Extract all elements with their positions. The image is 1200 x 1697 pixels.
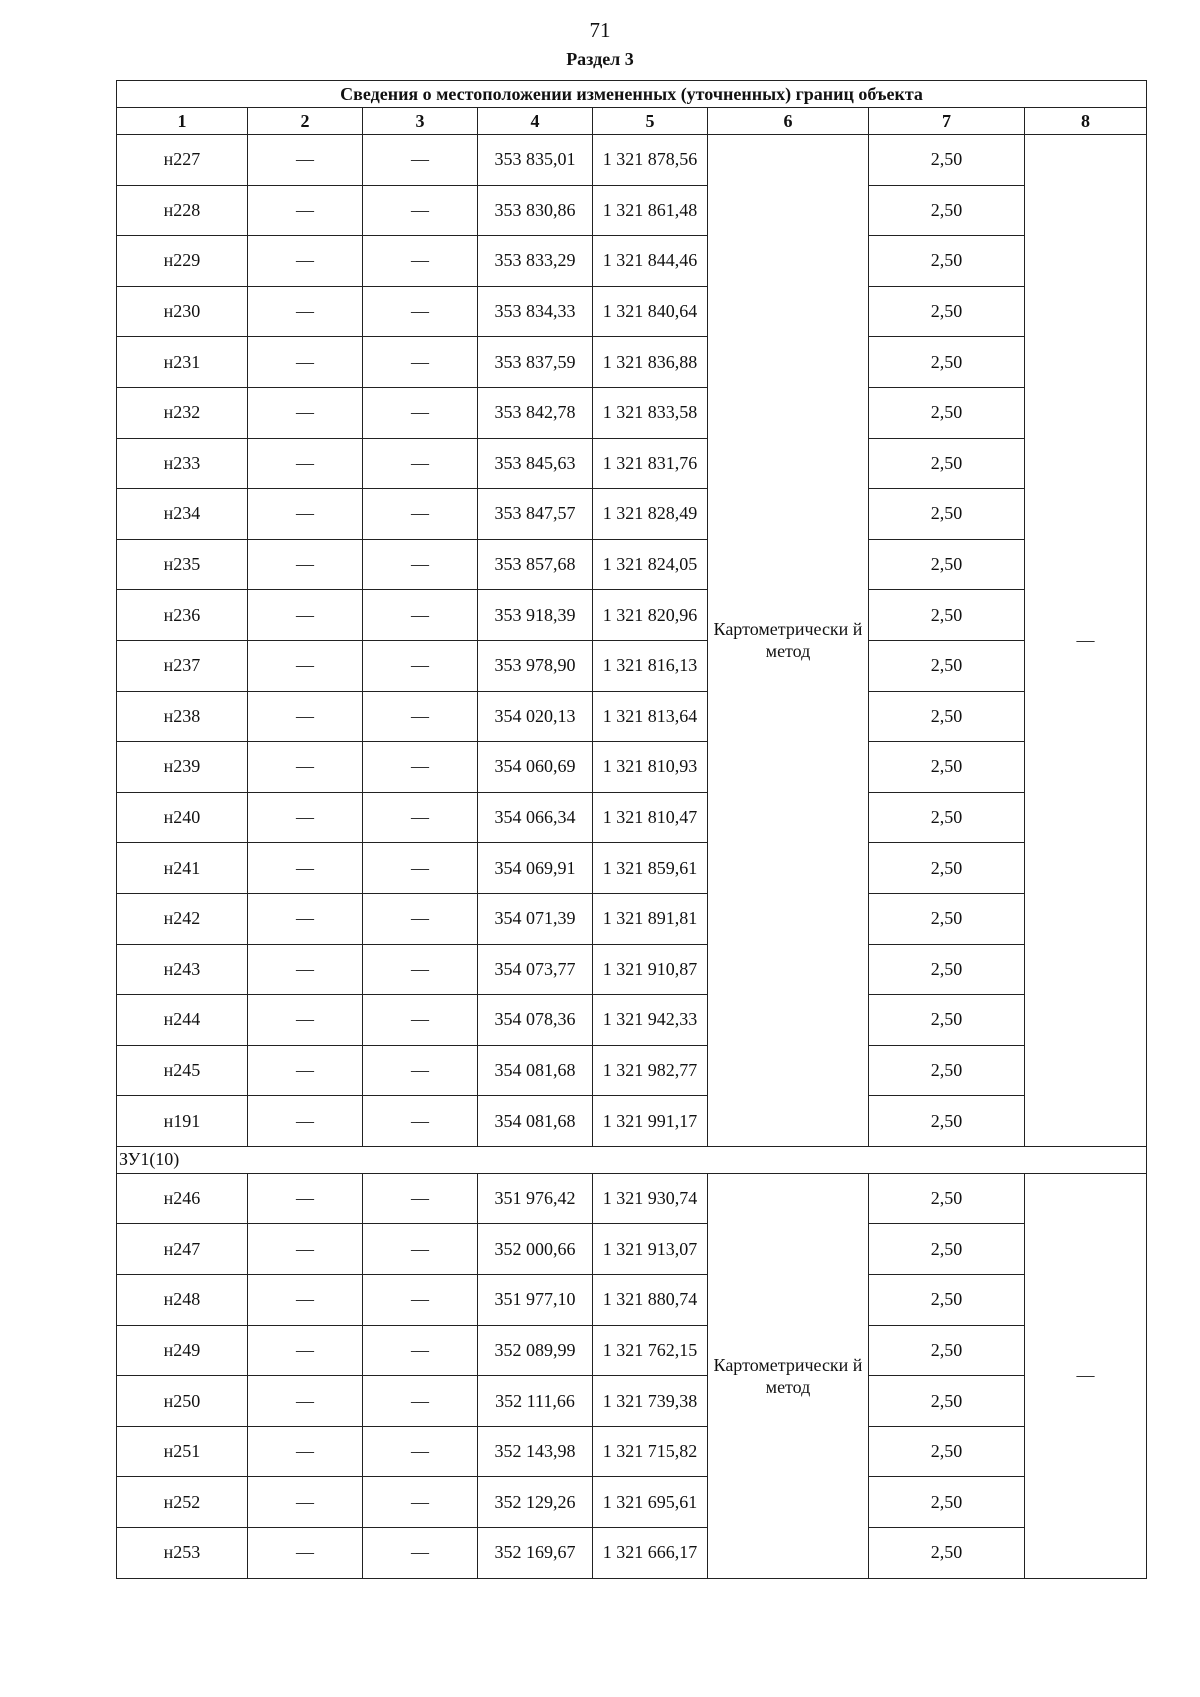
point-name-cell: н233 (117, 438, 248, 489)
table-row (117, 337, 1147, 388)
column-2-cell: — (248, 236, 363, 287)
accuracy-cell: 2,50 (869, 489, 1025, 540)
x-coordinate-cell: 352 089,99 (478, 1325, 593, 1376)
y-coordinate-cell: 1 321 840,64 (593, 286, 708, 337)
column-header-2: 2 (248, 108, 363, 135)
x-coordinate-cell: 352 143,98 (478, 1426, 593, 1477)
point-name-cell: н251 (117, 1426, 248, 1477)
y-coordinate-cell: 1 321 833,58 (593, 387, 708, 438)
accuracy-cell: 2,50 (869, 742, 1025, 793)
point-name-cell: н242 (117, 893, 248, 944)
column-2-cell: — (248, 995, 363, 1046)
y-coordinate-cell: 1 321 913,07 (593, 1224, 708, 1275)
column-2-cell: — (248, 1173, 363, 1224)
y-coordinate-cell: 1 321 715,82 (593, 1426, 708, 1477)
table-row (117, 438, 1147, 489)
column-3-cell: — (363, 1477, 478, 1528)
x-coordinate-cell: 354 078,36 (478, 995, 593, 1046)
y-coordinate-cell: 1 321 810,47 (593, 792, 708, 843)
column-2-cell: — (248, 1528, 363, 1579)
table-row (117, 1426, 1147, 1477)
column-2-cell: — (248, 843, 363, 894)
column-3-cell: — (363, 792, 478, 843)
table-caption: Сведения о местоположении измененных (уточненных) границ объекта (117, 81, 1147, 108)
x-coordinate-cell: 353 837,59 (478, 337, 593, 388)
column-2-cell: — (248, 1426, 363, 1477)
x-coordinate-cell: 353 978,90 (478, 640, 593, 691)
point-name-cell: н252 (117, 1477, 248, 1528)
column-2-cell: — (248, 337, 363, 388)
table-row (117, 1528, 1147, 1579)
column-2-cell: — (248, 387, 363, 438)
y-coordinate-cell: 1 321 844,46 (593, 236, 708, 287)
accuracy-cell: 2,50 (869, 286, 1025, 337)
point-name-cell: н236 (117, 590, 248, 641)
table-row (117, 135, 1147, 186)
x-coordinate-cell: 354 081,68 (478, 1045, 593, 1096)
column-8-cell: — (1025, 135, 1147, 1147)
column-header-3: 3 (363, 108, 478, 135)
column-header-5: 5 (593, 108, 708, 135)
accuracy-cell: 2,50 (869, 539, 1025, 590)
x-coordinate-cell: 353 845,63 (478, 438, 593, 489)
column-3-cell: — (363, 995, 478, 1046)
column-3-cell: — (363, 1325, 478, 1376)
x-coordinate-cell: 352 129,26 (478, 1477, 593, 1528)
x-coordinate-cell: 353 918,39 (478, 590, 593, 641)
x-coordinate-cell: 351 977,10 (478, 1275, 593, 1326)
accuracy-cell: 2,50 (869, 387, 1025, 438)
point-name-cell: н237 (117, 640, 248, 691)
x-coordinate-cell: 354 060,69 (478, 742, 593, 793)
column-2-cell: — (248, 185, 363, 236)
table-row (117, 286, 1147, 337)
table-row (117, 236, 1147, 287)
y-coordinate-cell: 1 321 762,15 (593, 1325, 708, 1376)
x-coordinate-cell: 354 020,13 (478, 691, 593, 742)
table-row (117, 995, 1147, 1046)
point-name-cell: н250 (117, 1376, 248, 1427)
column-2-cell: — (248, 286, 363, 337)
column-3-cell: — (363, 1376, 478, 1427)
column-2-cell: — (248, 489, 363, 540)
y-coordinate-cell: 1 321 666,17 (593, 1528, 708, 1579)
point-name-cell: н234 (117, 489, 248, 540)
column-3-cell: — (363, 691, 478, 742)
accuracy-cell: 2,50 (869, 1477, 1025, 1528)
point-name-cell: н231 (117, 337, 248, 388)
boundary-coordinates-table (116, 80, 1147, 1579)
x-coordinate-cell: 353 842,78 (478, 387, 593, 438)
x-coordinate-cell: 353 857,68 (478, 539, 593, 590)
x-coordinate-cell: 353 830,86 (478, 185, 593, 236)
x-coordinate-cell: 353 847,57 (478, 489, 593, 540)
column-3-cell: — (363, 1224, 478, 1275)
x-coordinate-cell: 353 835,01 (478, 135, 593, 186)
section-title: Раздел 3 (566, 49, 634, 69)
column-2-cell: — (248, 1477, 363, 1528)
group-label: ЗУ1(10) (117, 1146, 1147, 1173)
column-2-cell: — (248, 691, 363, 742)
column-2-cell: — (248, 1275, 363, 1326)
x-coordinate-cell: 354 071,39 (478, 893, 593, 944)
column-2-cell: — (248, 640, 363, 691)
column-3-cell: — (363, 387, 478, 438)
y-coordinate-cell: 1 321 878,56 (593, 135, 708, 186)
column-2-cell: — (248, 1096, 363, 1147)
accuracy-cell: 2,50 (869, 1096, 1025, 1147)
column-header-7: 7 (869, 108, 1025, 135)
column-3-cell: — (363, 286, 478, 337)
column-3-cell: — (363, 742, 478, 793)
x-coordinate-cell: 353 833,29 (478, 236, 593, 287)
table-row (117, 590, 1147, 641)
column-3-cell: — (363, 944, 478, 995)
y-coordinate-cell: 1 321 695,61 (593, 1477, 708, 1528)
y-coordinate-cell: 1 321 942,33 (593, 995, 708, 1046)
method-cell: Картометрически й метод (708, 135, 869, 1147)
point-name-cell: н229 (117, 236, 248, 287)
point-name-cell: н248 (117, 1275, 248, 1326)
table-row (117, 1096, 1147, 1147)
column-3-cell: — (363, 1045, 478, 1096)
point-name-cell: н245 (117, 1045, 248, 1096)
point-name-cell: н253 (117, 1528, 248, 1579)
table-row (117, 843, 1147, 894)
point-name-cell: н243 (117, 944, 248, 995)
table-row (117, 1173, 1147, 1224)
accuracy-cell: 2,50 (869, 1528, 1025, 1579)
x-coordinate-cell: 354 066,34 (478, 792, 593, 843)
table-row (117, 640, 1147, 691)
table-row (117, 1275, 1147, 1326)
table-row (117, 742, 1147, 793)
column-8-cell: — (1025, 1173, 1147, 1578)
x-coordinate-cell: 351 976,42 (478, 1173, 593, 1224)
x-coordinate-cell: 352 111,66 (478, 1376, 593, 1427)
column-3-cell: — (363, 1426, 478, 1477)
x-coordinate-cell: 353 834,33 (478, 286, 593, 337)
accuracy-cell: 2,50 (869, 1426, 1025, 1477)
point-name-cell: н244 (117, 995, 248, 1046)
column-3-cell: — (363, 843, 478, 894)
accuracy-cell: 2,50 (869, 337, 1025, 388)
point-name-cell: н241 (117, 843, 248, 894)
y-coordinate-cell: 1 321 859,61 (593, 843, 708, 894)
y-coordinate-cell: 1 321 910,87 (593, 944, 708, 995)
column-3-cell: — (363, 1528, 478, 1579)
x-coordinate-cell: 354 081,68 (478, 1096, 593, 1147)
accuracy-cell: 2,50 (869, 1376, 1025, 1427)
column-3-cell: — (363, 438, 478, 489)
accuracy-cell: 2,50 (869, 1045, 1025, 1096)
y-coordinate-cell: 1 321 880,74 (593, 1275, 708, 1326)
column-3-cell: — (363, 590, 478, 641)
method-cell: Картометрически й метод (708, 1173, 869, 1578)
column-2-cell: — (248, 792, 363, 843)
accuracy-cell: 2,50 (869, 438, 1025, 489)
column-3-cell: — (363, 640, 478, 691)
point-name-cell: н249 (117, 1325, 248, 1376)
y-coordinate-cell: 1 321 861,48 (593, 185, 708, 236)
column-2-cell: — (248, 1376, 363, 1427)
accuracy-cell: 2,50 (869, 995, 1025, 1046)
point-name-cell: н240 (117, 792, 248, 843)
table-row (117, 1224, 1147, 1275)
table-row (117, 691, 1147, 742)
point-name-cell: н191 (117, 1096, 248, 1147)
table-row (117, 893, 1147, 944)
column-2-cell: — (248, 1325, 363, 1376)
column-3-cell: — (363, 893, 478, 944)
column-2-cell: — (248, 944, 363, 995)
column-header-8: 8 (1025, 108, 1147, 135)
y-coordinate-cell: 1 321 816,13 (593, 640, 708, 691)
point-name-cell: н227 (117, 135, 248, 186)
column-3-cell: — (363, 489, 478, 540)
column-3-cell: — (363, 236, 478, 287)
column-2-cell: — (248, 438, 363, 489)
point-name-cell: н235 (117, 539, 248, 590)
page-number: 71 (589, 18, 611, 42)
point-name-cell: н228 (117, 185, 248, 236)
table-row (117, 944, 1147, 995)
column-header-1: 1 (117, 108, 248, 135)
accuracy-cell: 2,50 (869, 893, 1025, 944)
y-coordinate-cell: 1 321 820,96 (593, 590, 708, 641)
y-coordinate-cell: 1 321 813,64 (593, 691, 708, 742)
x-coordinate-cell: 352 169,67 (478, 1528, 593, 1579)
table-row (117, 1376, 1147, 1427)
accuracy-cell: 2,50 (869, 135, 1025, 186)
y-coordinate-cell: 1 321 810,93 (593, 742, 708, 793)
point-name-cell: н232 (117, 387, 248, 438)
point-name-cell: н230 (117, 286, 248, 337)
accuracy-cell: 2,50 (869, 640, 1025, 691)
accuracy-cell: 2,50 (869, 236, 1025, 287)
table-row (117, 1477, 1147, 1528)
accuracy-cell: 2,50 (869, 1173, 1025, 1224)
column-2-cell: — (248, 893, 363, 944)
y-coordinate-cell: 1 321 739,38 (593, 1376, 708, 1427)
accuracy-cell: 2,50 (869, 185, 1025, 236)
point-name-cell: н238 (117, 691, 248, 742)
table-row (117, 1325, 1147, 1376)
column-header-4: 4 (478, 108, 593, 135)
y-coordinate-cell: 1 321 836,88 (593, 337, 708, 388)
y-coordinate-cell: 1 321 828,49 (593, 489, 708, 540)
y-coordinate-cell: 1 321 991,17 (593, 1096, 708, 1147)
x-coordinate-cell: 354 069,91 (478, 843, 593, 894)
accuracy-cell: 2,50 (869, 1275, 1025, 1326)
point-name-cell: н239 (117, 742, 248, 793)
accuracy-cell: 2,50 (869, 843, 1025, 894)
accuracy-cell: 2,50 (869, 1325, 1025, 1376)
column-2-cell: — (248, 742, 363, 793)
table-row (117, 792, 1147, 843)
x-coordinate-cell: 354 073,77 (478, 944, 593, 995)
accuracy-cell: 2,50 (869, 792, 1025, 843)
y-coordinate-cell: 1 321 831,76 (593, 438, 708, 489)
accuracy-cell: 2,50 (869, 590, 1025, 641)
column-2-cell: — (248, 1045, 363, 1096)
column-2-cell: — (248, 1224, 363, 1275)
column-3-cell: — (363, 185, 478, 236)
table-row (117, 387, 1147, 438)
y-coordinate-cell: 1 321 982,77 (593, 1045, 708, 1096)
table-row (117, 1045, 1147, 1096)
table-row (117, 489, 1147, 540)
y-coordinate-cell: 1 321 824,05 (593, 539, 708, 590)
y-coordinate-cell: 1 321 891,81 (593, 893, 708, 944)
column-2-cell: — (248, 135, 363, 186)
point-name-cell: н247 (117, 1224, 248, 1275)
column-3-cell: — (363, 1173, 478, 1224)
accuracy-cell: 2,50 (869, 944, 1025, 995)
table-row (117, 539, 1147, 590)
y-coordinate-cell: 1 321 930,74 (593, 1173, 708, 1224)
column-3-cell: — (363, 135, 478, 186)
x-coordinate-cell: 352 000,66 (478, 1224, 593, 1275)
column-3-cell: — (363, 1275, 478, 1326)
column-3-cell: — (363, 539, 478, 590)
table-row (117, 185, 1147, 236)
column-2-cell: — (248, 590, 363, 641)
column-3-cell: — (363, 1096, 478, 1147)
column-2-cell: — (248, 539, 363, 590)
group-label-row (117, 1146, 1147, 1173)
point-name-cell: н246 (117, 1173, 248, 1224)
accuracy-cell: 2,50 (869, 691, 1025, 742)
accuracy-cell: 2,50 (869, 1224, 1025, 1275)
column-3-cell: — (363, 337, 478, 388)
column-header-6: 6 (708, 108, 869, 135)
